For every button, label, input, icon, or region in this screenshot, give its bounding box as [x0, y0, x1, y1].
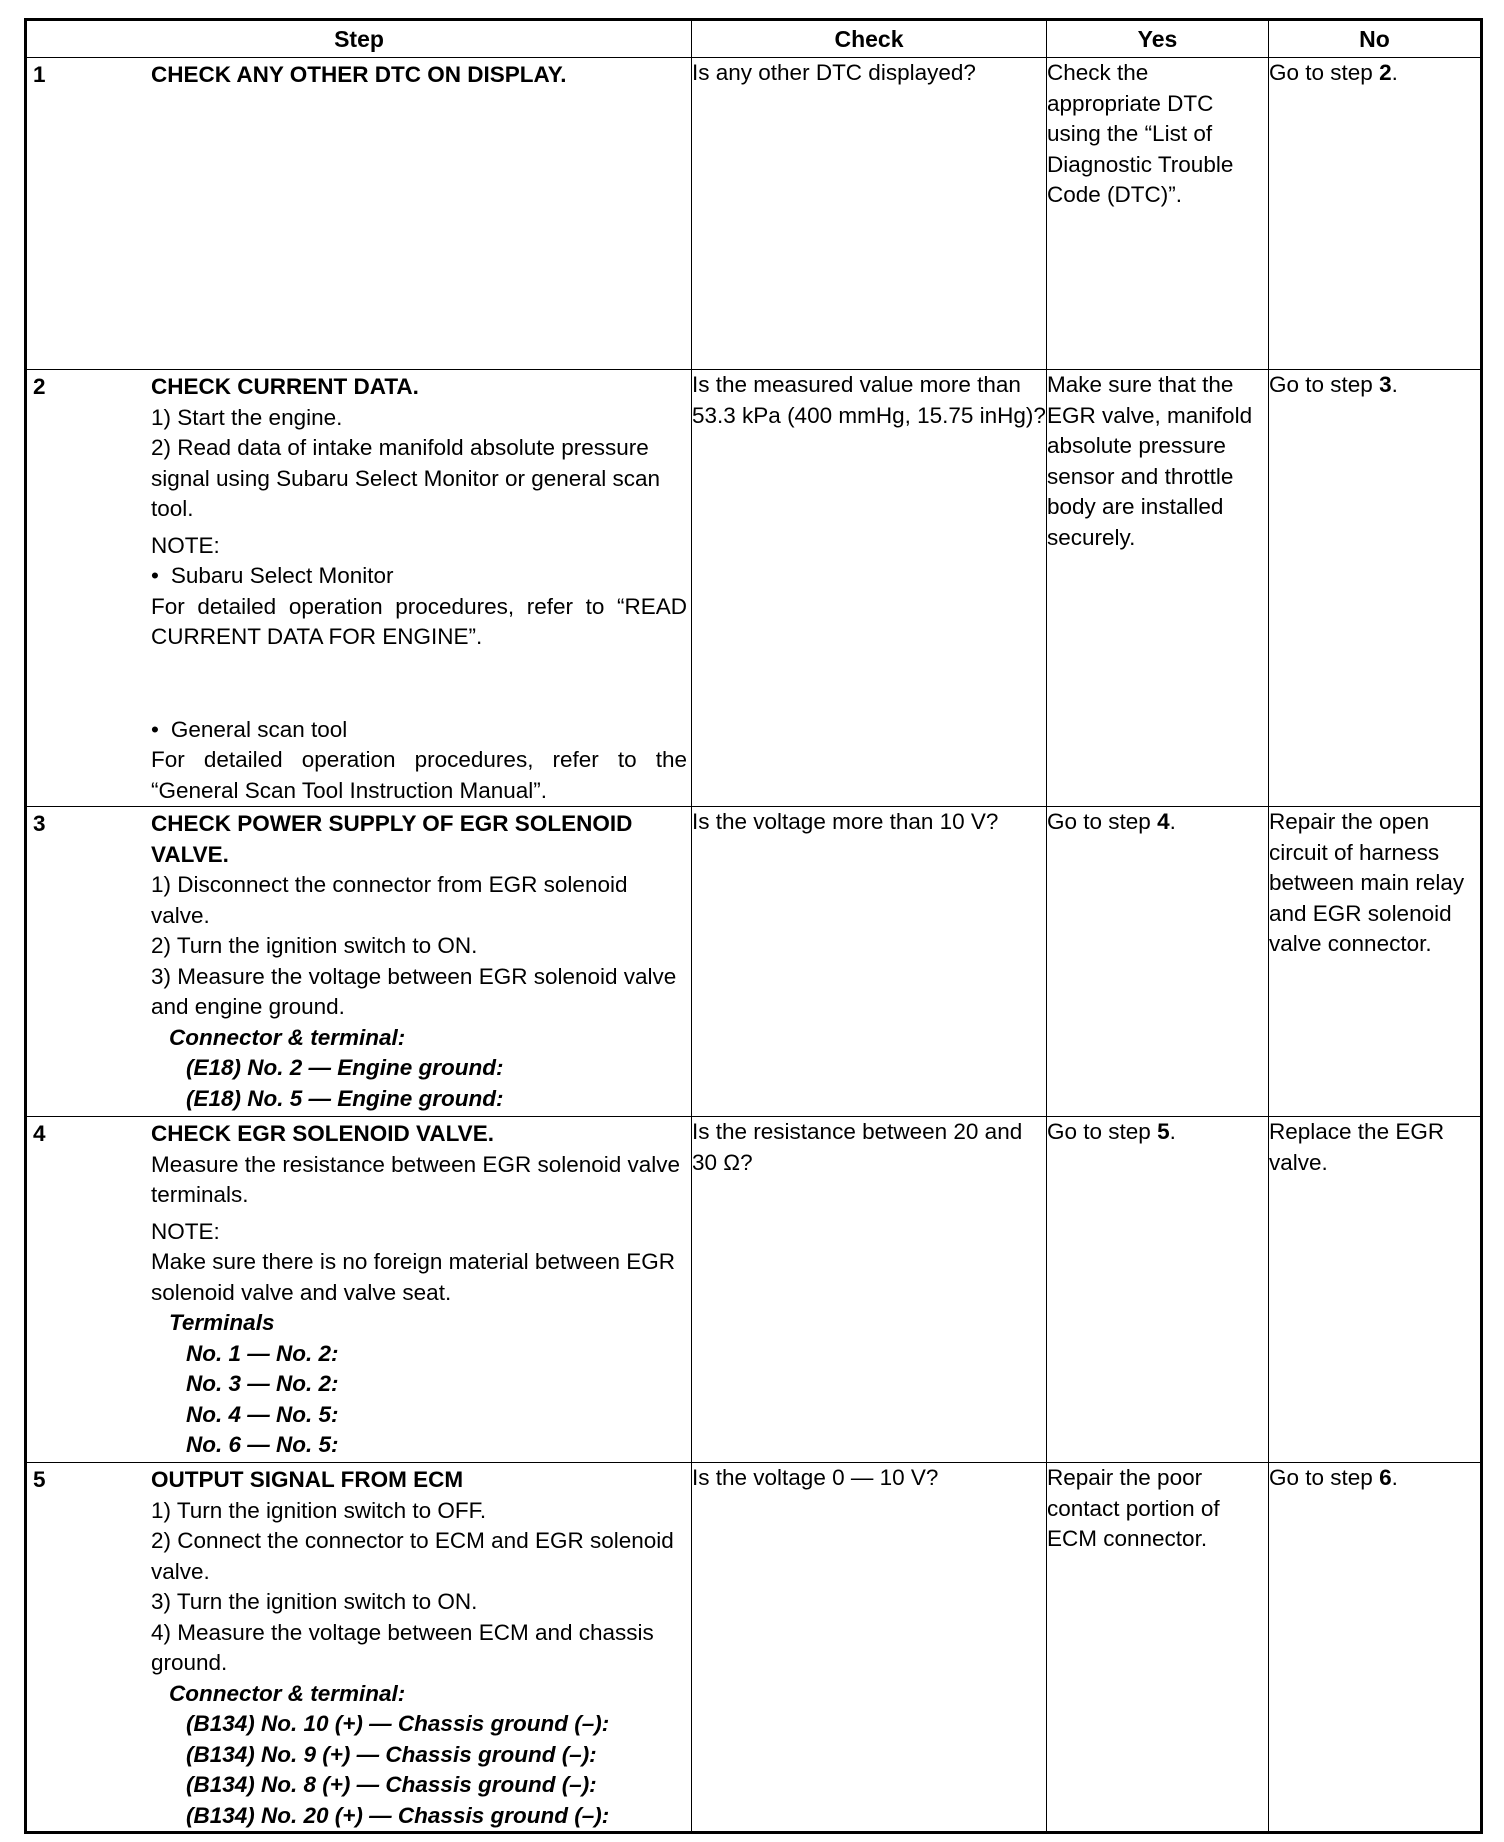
spec-item: (B134) No. 10 (+) — Chassis ground (–):	[186, 1711, 610, 1736]
header-yes: Yes	[1047, 20, 1269, 58]
no-text: Go to step	[1269, 372, 1380, 397]
step-line: 1) Start the engine.	[151, 404, 343, 430]
spec-item: (B134) No. 20 (+) — Chassis ground (–):	[186, 1802, 610, 1828]
no-text-end: .	[1391, 60, 1398, 85]
step-line: Measure the resistance between EGR solenoid valve terminals.	[151, 1151, 681, 1207]
note-text: For detailed operation procedures, refer to the “General Scan Tool Instruction Manual”.	[151, 747, 687, 803]
note-label: NOTE:	[151, 1218, 220, 1244]
check-cell: Is the measured value more than 53.3 kPa (400 mmHg, 15.75 inHg)?	[692, 370, 1047, 807]
spec-item: No. 3 — No. 2:	[186, 1371, 339, 1396]
yes-cell: Make sure that the EGR valve, manifold absolute pressure sensor and throttle body are installed securely.	[1047, 370, 1269, 807]
no-cell	[1269, 58, 1482, 370]
step-number: 3	[33, 811, 46, 836]
check-cell: Is any other DTC displayed?	[692, 58, 1047, 370]
step-ref: 5	[1157, 1119, 1170, 1144]
header-row	[26, 20, 1482, 58]
step-ref: 4	[1157, 809, 1170, 834]
table-row	[26, 370, 1482, 807]
spec-item: No. 1 — No. 2:	[186, 1340, 339, 1366]
no-text: Go to step	[1269, 1465, 1380, 1490]
yes-cell	[1047, 1117, 1269, 1463]
header-check: Check	[692, 20, 1047, 58]
no-cell	[1269, 370, 1482, 807]
no-text: Go to step	[1269, 60, 1380, 85]
diagnostic-table	[24, 18, 1483, 1834]
yes-text-end: .	[1169, 1119, 1176, 1144]
step-title: CHECK POWER SUPPLY OF EGR SOLENOID VALVE.	[151, 811, 633, 867]
spec-heading: Connector & terminal:	[169, 1024, 406, 1050]
yes-text-end: .	[1169, 809, 1176, 834]
header-no: No	[1269, 20, 1482, 58]
no-text-end: .	[1391, 372, 1398, 397]
note-bullet	[151, 715, 687, 746]
yes-text: Go to step	[1047, 1119, 1158, 1144]
step-ref: 6	[1379, 1465, 1392, 1490]
step-cell	[26, 1117, 692, 1463]
step-cell	[26, 370, 692, 807]
yes-cell	[1047, 807, 1269, 1117]
table-row	[26, 1117, 1482, 1463]
step-title: CHECK EGR SOLENOID VALVE.	[151, 1121, 494, 1146]
step-ref: 3	[1379, 372, 1392, 397]
table-row	[26, 58, 1482, 370]
header-step: Step	[26, 20, 692, 58]
step-line: 2) Turn the ignition switch to ON.	[151, 933, 478, 958]
check-cell: Is the voltage more than 10 V?	[692, 807, 1047, 1117]
yes-cell: Repair the poor contact portion of ECM connector.	[1047, 1463, 1269, 1833]
note-bullet	[151, 561, 687, 592]
spec-heading: Terminals	[169, 1310, 275, 1335]
yes-cell: Check the appropriate DTC using the “List of Diagnostic Trouble Code (DTC)”.	[1047, 58, 1269, 370]
spec-item: (B134) No. 9 (+) — Chassis ground (–):	[186, 1741, 597, 1767]
spec-item: No. 4 — No. 5:	[186, 1401, 339, 1427]
step-ref: 2	[1379, 60, 1392, 85]
table-row	[26, 1463, 1482, 1833]
spec-item: (B134) No. 8 (+) — Chassis ground (–):	[186, 1772, 597, 1797]
no-cell: Replace the EGR valve.	[1269, 1117, 1482, 1463]
step-line: 1) Turn the ignition switch to OFF.	[151, 1497, 487, 1523]
step-line: 1) Disconnect the connector from EGR solenoid valve.	[151, 872, 628, 928]
step-line: 2) Connect the connector to ECM and EGR solenoid valve.	[151, 1528, 674, 1584]
bullet-text: • General scan tool	[151, 717, 347, 742]
step-number: 1	[33, 62, 46, 87]
note-text: For detailed operation procedures, refer to “READ CURRENT DATA FOR ENGINE”.	[151, 593, 687, 649]
step-cell	[26, 58, 692, 370]
table-row	[26, 807, 1482, 1117]
step-cell	[26, 1463, 692, 1833]
check-cell: Is the voltage 0 — 10 V?	[692, 1463, 1047, 1833]
step-line: 4) Measure the voltage between ECM and chassis ground.	[151, 1619, 654, 1675]
step-number: 4	[33, 1121, 46, 1146]
no-text-end: .	[1391, 1465, 1398, 1490]
spec-item: (E18) No. 5 — Engine ground:	[186, 1085, 504, 1111]
spec-heading: Connector & terminal:	[169, 1680, 406, 1706]
bullet-text: • Subaru Select Monitor	[151, 563, 394, 588]
step-number: 2	[33, 374, 46, 399]
step-line: 3) Measure the voltage between EGR solenoid valve and engine ground.	[151, 963, 677, 1019]
step-title: CHECK ANY OTHER DTC ON DISPLAY.	[151, 62, 567, 87]
step-line: 3) Turn the ignition switch to ON.	[151, 1589, 478, 1614]
yes-text: Go to step	[1047, 809, 1158, 834]
spec-item: (E18) No. 2 — Engine ground:	[186, 1055, 504, 1080]
spec-item: No. 6 — No. 5:	[186, 1432, 339, 1457]
note-text: Make sure there is no foreign material between EGR solenoid valve and valve seat.	[151, 1249, 676, 1305]
note-label: NOTE:	[151, 532, 220, 558]
step-title: OUTPUT SIGNAL FROM ECM	[151, 1467, 464, 1492]
step-title: CHECK CURRENT DATA.	[151, 374, 419, 399]
check-cell: Is the resistance between 20 and 30 Ω?	[692, 1117, 1047, 1463]
step-line: 2) Read data of intake manifold absolute pressure signal using Subaru Select Monitor or general scan tool.	[151, 435, 661, 521]
step-cell	[26, 807, 692, 1117]
no-cell: Repair the open circuit of harness between main relay and EGR solenoid valve connector.	[1269, 807, 1482, 1117]
no-cell	[1269, 1463, 1482, 1833]
step-number: 5	[33, 1467, 46, 1492]
